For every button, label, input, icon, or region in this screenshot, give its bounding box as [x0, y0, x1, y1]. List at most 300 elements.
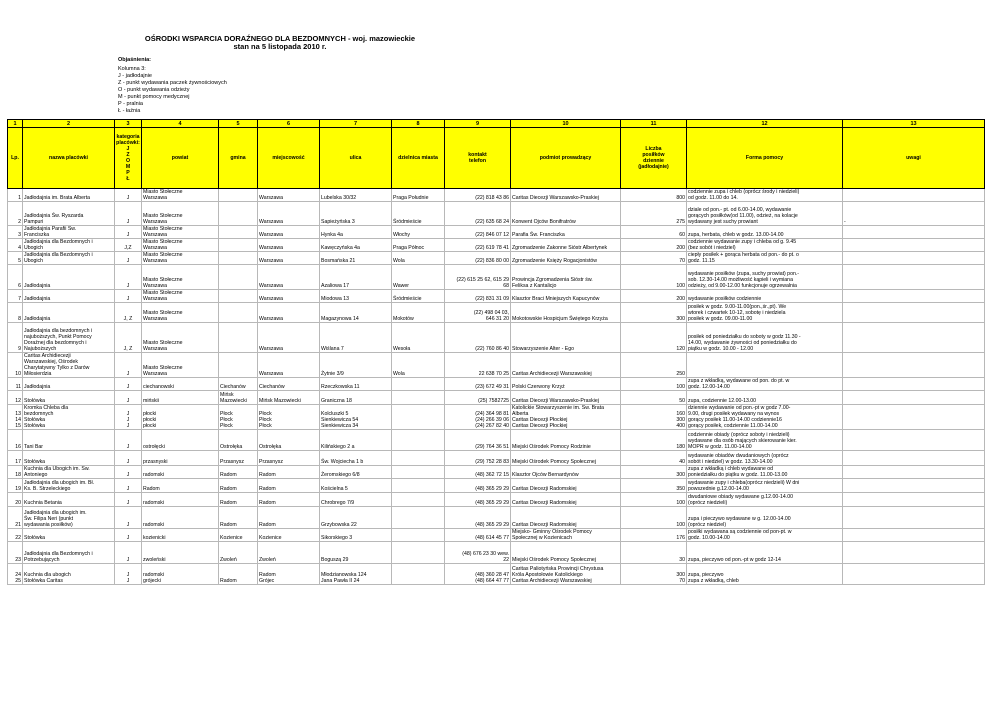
table-cell: Śródmieście: [392, 290, 445, 303]
table-cell: J, Z: [115, 303, 142, 323]
table-cell: ciechanowski: [142, 378, 219, 391]
table-cell: 60: [621, 226, 687, 239]
table-cell: [219, 202, 258, 226]
table-cell: radomski: [142, 507, 219, 529]
table-cell: Miejsko- Gminny Ośrodek Pomocy Społecznej w Kozienicach: [511, 529, 621, 542]
table-cell: ciepły posiłek + gorąca herbata od pon.- do pt. o godz. 11.15: [687, 252, 843, 265]
table-cell: wydawanie obiadów dwudaniowych (oprócz sobót i niedziel) w godz. 13.30-14.00: [687, 451, 843, 466]
table-row: [8, 507, 985, 529]
table-cell: zupa z wkładką, wydawane od pon. do pt. w godz. 12.00-14.00: [687, 378, 843, 391]
table-cell: 180: [621, 430, 687, 451]
table-cell: Wesoła: [392, 323, 445, 353]
legend-item: M - punkt pomocy medycznej: [118, 94, 190, 100]
table-cell: 8: [8, 303, 23, 323]
table-cell: posiłek w godz. 9.00-11.00(pon.,śr.,pt). We wtorek i czwartek 10-12, sobotę i niedziela posiłek w godz. 09.00-11.00: [687, 303, 843, 323]
table-row: [8, 405, 985, 430]
table-cell: Chrobrego 7/9: [320, 493, 392, 507]
table-cell: Stołówka: [23, 451, 115, 466]
table-cell: J: [115, 466, 142, 479]
table-cell: Warszawa: [258, 353, 320, 378]
table-cell: [392, 564, 445, 585]
table-row: [8, 493, 985, 507]
table-cell: dwudaniowe obiady wydawane g.12.00-14.00 (oprócz niedzieli): [687, 493, 843, 507]
column-number: 7: [320, 120, 392, 128]
table-cell: Polski Czerwony Krzyż: [511, 378, 621, 391]
legend-item: O - punkt wydawania odzieży: [118, 87, 190, 93]
legend-item: Z - punkt wydawania paczek żywnościowych: [118, 80, 227, 86]
table-cell: Śródmieście: [392, 202, 445, 226]
table-cell: (48) 360 28 47 (48) 664 47 77: [445, 564, 511, 585]
table-cell: Jadłodajnia dla ubogich im. Św. Filipa Neri (punkt wydawania posiłków): [23, 507, 115, 529]
table-cell: Jadłodajnia dla ubogich im. Bł. Ks. B. Strzeleckiego: [23, 479, 115, 493]
table-cell: Kozienice: [258, 529, 320, 542]
table-cell: [843, 507, 985, 529]
table-cell: Jadłodajnia dla Bezdomnych i Ubogich: [23, 239, 115, 252]
table-cell: Stołówka: [23, 529, 115, 542]
legend-item: P - pralnia: [118, 101, 143, 107]
table-cell: 350: [621, 479, 687, 493]
table-cell: Radom: [219, 466, 258, 479]
table-cell: 300: [621, 466, 687, 479]
table-cell: 2: [8, 202, 23, 226]
table-cell: Kozienice: [219, 529, 258, 542]
column-header: kontakt telefon: [445, 128, 511, 189]
table-cell: Mokotów: [392, 303, 445, 323]
table-cell: Warszawa: [258, 189, 320, 202]
table-cell: J: [115, 252, 142, 265]
table-cell: Prowincja Zgromadzenia Sióstr św. Feliksa z Kantalicjo: [511, 265, 621, 290]
table-cell: Lubelska 30/32: [320, 189, 392, 202]
column-number: 9: [445, 120, 511, 128]
table-cell: Kuchnia dla ubogich Stołówka Caritas: [23, 564, 115, 585]
table-cell: [687, 353, 843, 378]
table-cell: [392, 479, 445, 493]
table-cell: [843, 323, 985, 353]
table-cell: Praga Północ: [392, 239, 445, 252]
shelter-table: [7, 119, 985, 585]
table-cell: Ostrołęka: [258, 430, 320, 451]
table-cell: [219, 226, 258, 239]
table-cell: J: [115, 542, 142, 564]
table-cell: Rzeczkowska 11: [320, 378, 392, 391]
table-cell: zupa, pieczywo od pon.-pt w godz 12-14: [687, 542, 843, 564]
table-cell: 100: [621, 378, 687, 391]
table-cell: Warszawa: [258, 265, 320, 290]
table-cell: [843, 466, 985, 479]
table-row: [8, 353, 985, 378]
table-cell: 6: [8, 265, 23, 290]
table-cell: Radom: [258, 466, 320, 479]
table-cell: J: [115, 479, 142, 493]
table-cell: Caritas Diecezji Radomskiej: [511, 507, 621, 529]
table-cell: [219, 239, 258, 252]
table-row: [8, 303, 985, 323]
table-cell: [392, 405, 445, 430]
table-cell: Radom: [219, 507, 258, 529]
table-cell: Warszawa: [258, 226, 320, 239]
table-cell: J: [115, 451, 142, 466]
table-cell: Miasto Stołeczne Warszawa: [142, 202, 219, 226]
column-header: Lp.: [8, 128, 23, 189]
table-cell: Praga Południe: [392, 189, 445, 202]
table-cell: J J: [115, 564, 142, 585]
table-cell: Miasto Stołeczne Warszawa: [142, 226, 219, 239]
column-number: 3: [115, 120, 142, 128]
column-number: 5: [219, 120, 258, 128]
table-row: [8, 202, 985, 226]
table-cell: J,Z: [115, 239, 142, 252]
table-cell: J: [115, 290, 142, 303]
table-cell: Miasto Stołeczne Warszawa: [142, 353, 219, 378]
table-row: [8, 378, 985, 391]
table-cell: radomski grójecki: [142, 564, 219, 585]
table-cell: Warszawa: [258, 202, 320, 226]
table-cell: 160 300 400: [621, 405, 687, 430]
table-cell: [843, 290, 985, 303]
table-row: [8, 323, 985, 353]
table-cell: [392, 451, 445, 466]
table-cell: (22) 760 86 40: [445, 323, 511, 353]
table-row: [8, 265, 985, 290]
table-cell: [843, 529, 985, 542]
column-number: 11: [621, 120, 687, 128]
table-cell: [843, 542, 985, 564]
table-cell: -: [843, 202, 985, 226]
table-cell: Caritas Paliotyńska Prowincji Chrystusa Króla Apostołowie Katolickiego Caritas Archidiecezji Warszawskiej: [511, 564, 621, 585]
table-row: [8, 451, 985, 466]
table-cell: 23: [8, 542, 23, 564]
table-cell: Miodowa 13: [320, 290, 392, 303]
table-cell: Żeromskiego 6/8: [320, 466, 392, 479]
table-cell: Klasztor Ojców Bernardynów: [511, 466, 621, 479]
table-cell: zupa, pieczywo zupa z wkładką, chleb: [687, 564, 843, 585]
table-cell: Sikorskiego 3: [320, 529, 392, 542]
table-cell: posiłki wydawana są codziennie od pon-pt. w godz. 10.00-14.00: [687, 529, 843, 542]
table-cell: Caritas Diecezji Radomskiej: [511, 479, 621, 493]
table-cell: Miasto Stołeczne Warszawa: [142, 239, 219, 252]
table-cell: J: [115, 430, 142, 451]
table-cell: [392, 529, 445, 542]
table-cell: Radom: [258, 493, 320, 507]
table-cell: 5: [8, 252, 23, 265]
table-cell: 7: [8, 290, 23, 303]
table-cell: Warszawa: [258, 252, 320, 265]
table-cell: 100: [621, 493, 687, 507]
table-cell: 20: [8, 493, 23, 507]
table-cell: Kuchnia dla Ubogich im. Św. Antoniego: [23, 466, 115, 479]
table-cell: [392, 466, 445, 479]
table-cell: 3: [8, 226, 23, 239]
table-cell: Miejski Ośrodek Pomocy Społecznej: [511, 451, 621, 466]
table-cell: radomski: [142, 466, 219, 479]
table-cell: (24) 364 98 81 (24) 266 39 06 (24) 267 82 40: [445, 405, 511, 430]
table-cell: Radom: [142, 479, 219, 493]
column-header: gmina: [219, 128, 258, 189]
table-cell: [843, 265, 985, 290]
table-cell: wydawanie zupy i chleba(oprócz niedzieli) W dni powszednie g.12.00-14.00: [687, 479, 843, 493]
table-cell: 10: [8, 353, 23, 378]
header-row: [8, 128, 985, 189]
table-cell: Zgromadzenie Zakonne Sióstr Albertynek: [511, 239, 621, 252]
table-cell: J: [115, 507, 142, 529]
table-cell: Ciechanów: [258, 378, 320, 391]
table-cell: mińskii: [142, 391, 219, 405]
table-cell: 250: [621, 353, 687, 378]
table-cell: 275: [621, 202, 687, 226]
table-cell: 22 638 70 25: [445, 353, 511, 378]
table-row: [8, 239, 985, 252]
table-cell: Caritas Diecezji Warszawsko-Praskiej: [511, 189, 621, 202]
table-cell: Włochy: [392, 226, 445, 239]
table-cell: 4: [8, 239, 23, 252]
table-cell: Mokotowskie Hospicjum Świętego Krzyża: [511, 303, 621, 323]
table-cell: Tani Bar: [23, 430, 115, 451]
column-number: 2: [23, 120, 115, 128]
table-cell: 1: [8, 189, 23, 202]
table-cell: [843, 430, 985, 451]
table-cell: [843, 252, 985, 265]
table-cell: Caritas Archidiecezji Warszawskiej, Ośrodek Charytatywny Tylko z Darów Miłosierdzia: [23, 353, 115, 378]
column-header: ulica: [320, 128, 392, 189]
table-cell: [843, 493, 985, 507]
table-cell: (48) 614 45 77: [445, 529, 511, 542]
table-cell: (48) 365 29 29: [445, 493, 511, 507]
table-cell: J: [115, 378, 142, 391]
table-cell: Parafia Św. Franciszka: [511, 226, 621, 239]
table-cell: Warszawa: [258, 323, 320, 353]
table-cell: Radom: [219, 479, 258, 493]
table-cell: [843, 405, 985, 430]
table-cell: 17: [8, 451, 23, 466]
table-cell: Radom: [219, 493, 258, 507]
table-cell: J: [115, 189, 142, 202]
table-cell: Ostrołęka: [219, 430, 258, 451]
table-cell: Miejski Ośrodek Pomocy Rodzinie: [511, 430, 621, 451]
table-cell: Miasto Stołeczne Warszawa: [142, 303, 219, 323]
table-cell: Graniczna 18: [320, 391, 392, 405]
table-cell: Grzybowska 22: [320, 507, 392, 529]
table-row: [8, 479, 985, 493]
table-cell: 21: [8, 507, 23, 529]
table-cell: 300: [621, 303, 687, 323]
table-cell: Caritas Diecezji Radomskiej: [511, 493, 621, 507]
table-row: [8, 542, 985, 564]
table-cell: [392, 378, 445, 391]
legend-item: J - jadłodajnie: [118, 73, 152, 79]
table-cell: Miejski Ośrodek Pomocy Społecznej: [511, 542, 621, 564]
table-row: [8, 529, 985, 542]
column-header: nazwa placówki: [23, 128, 115, 189]
page-subtitle: stan na 5 listopada 2010 r.: [233, 42, 327, 51]
table-cell: [219, 265, 258, 290]
column-header: powiat: [142, 128, 219, 189]
column-number: 10: [511, 120, 621, 128]
table-cell: Miasto Stołeczne Warszawa: [142, 290, 219, 303]
table-cell: radomski: [142, 493, 219, 507]
table-cell: płocki płocki płocki: [142, 405, 219, 430]
table-cell: J: [115, 391, 142, 405]
column-header: dzielnica miasta: [392, 128, 445, 189]
table-cell: Warszawa: [258, 303, 320, 323]
table-cell: [219, 323, 258, 353]
table-cell: (22) 498 04 03, 646 31 20: [445, 303, 511, 323]
table-cell: wydawanie posiłków codziennie: [687, 290, 843, 303]
table-cell: codziennie zupa i chleb (oprócz środy i niedzieli) od godz. 11.00 do 14.: [687, 189, 843, 202]
table-cell: [843, 564, 985, 585]
table-cell: 50: [621, 391, 687, 405]
table-cell: wydawanie posiłków (zupa, suchy prowiat) pon.- sob. 12.30-14.00 możliwość kąpieli i wymiana odzieży, od 9.00-12.00 funkcjonuje ogrzewalnia: [687, 265, 843, 290]
table-cell: J: [115, 265, 142, 290]
table-cell: [219, 353, 258, 378]
table-cell: Żytnie 3/9: [320, 353, 392, 378]
legend: [118, 66, 227, 115]
table-cell: 40: [621, 451, 687, 466]
legend-heading: [118, 57, 151, 64]
table-cell: 30: [621, 542, 687, 564]
table-cell: J: [115, 202, 142, 226]
table-cell: Konwent Ojców Bonifratrów: [511, 202, 621, 226]
table-cell: posiłek od poniedziałku do soboty w godz 11.30 - 14.00, wydawanie żywności od poniedziałku do piątku w godz. 10.00 - 12.00: [687, 323, 843, 353]
table-cell: zupa z wkładką i chleb wydawane od poniedziałku do piątku w godz. 11.00-13.00: [687, 466, 843, 479]
table-cell: Jadłodajnia: [23, 290, 115, 303]
table-cell: J, Z: [115, 323, 142, 353]
table-cell: [843, 189, 985, 202]
table-cell: J: [115, 493, 142, 507]
table-cell: Hynka 4a: [320, 226, 392, 239]
table-cell: Wola: [392, 353, 445, 378]
table-cell: [843, 226, 985, 239]
table-cell: Kawęczyńska 4a: [320, 239, 392, 252]
table-cell: Miasto Stołeczne Warszawa: [142, 252, 219, 265]
table-cell: Jadłodajnia dla Bezdomnych i Ubogich: [23, 252, 115, 265]
column-header: Liczba posiłków dziennie (jadłodajnie): [621, 128, 687, 189]
table-cell: (22) 831 31 09: [445, 290, 511, 303]
table-cell: Radom: [219, 564, 258, 585]
table-cell: zupa, herbata, chleb w godz. 13.00-14.00: [687, 226, 843, 239]
table-cell: Warszawa: [258, 290, 320, 303]
table-cell: Kościelna 5: [320, 479, 392, 493]
table-cell: Caritas Diecezji Warszawsko-Praskiej: [511, 391, 621, 405]
column-header: podmiot prowadzący: [511, 128, 621, 189]
table-cell: codziennie obiady (oprócz soboty i niedzieli) wydawane dla osób mających skierowanie kier. MOPR w godz. 11.00-14.00: [687, 430, 843, 451]
column-number: 12: [687, 120, 843, 128]
table-cell: Młodzianowska 124 Jana Pawła II 24: [320, 564, 392, 585]
table-cell: 300 70: [621, 564, 687, 585]
table-cell: 24 25: [8, 564, 23, 585]
table-cell: 200: [621, 239, 687, 252]
table-cell: Kolcluszki 5 Sienkiewicza 54 Sienkiewicza 34: [320, 405, 392, 430]
table-cell: 11: [8, 378, 23, 391]
column-header: miejscowość: [258, 128, 320, 189]
table-cell: Jadłodajnia im. Brata Alberta: [23, 189, 115, 202]
table-cell: (22) 836 80 00: [445, 252, 511, 265]
table-cell: Mińsk Mazowiecki: [258, 391, 320, 405]
table-cell: 70: [621, 252, 687, 265]
column-header: uwagi: [843, 128, 985, 189]
column-header: kategoria placówki: J Z O M P Ł: [115, 128, 142, 189]
table-cell: Jadłodajnia Św. Ryszarda Pampuri: [23, 202, 115, 226]
table-cell: zupa, codziennie 12.00-13.00: [687, 391, 843, 405]
table-cell: Bosmańska 21: [320, 252, 392, 265]
table-cell: (22) 619 78 41: [445, 239, 511, 252]
table-cell: 22: [8, 529, 23, 542]
column-number: 6: [258, 120, 320, 128]
table-cell: Radom Grójec: [258, 564, 320, 585]
table-cell: (29) 764 36 51: [445, 430, 511, 451]
page-title: OŚRODKI WSPARCIA DORAŹNEGO DLA BEZDOMNYCH - woj. mazowieckie: [144, 34, 416, 43]
table-cell: Sapieżyńska 3: [320, 202, 392, 226]
table-cell: Wola: [392, 252, 445, 265]
column-number-row: [8, 120, 985, 128]
table-cell: 16: [8, 430, 23, 451]
table-cell: Płock Płock Płock: [258, 405, 320, 430]
table-cell: Wiślana 7: [320, 323, 392, 353]
table-cell: 12: [8, 391, 23, 405]
table-cell: [843, 451, 985, 466]
table-cell: J: [115, 353, 142, 378]
table-cell: [843, 378, 985, 391]
table-cell: Zgromadzenie Księży Rogacjonistów: [511, 252, 621, 265]
table-cell: 19: [8, 479, 23, 493]
table-cell: 100: [621, 265, 687, 290]
table-cell: 200: [621, 290, 687, 303]
table-cell: (48) 676 23 30 wew. 22: [445, 542, 511, 564]
column-number: 1: [8, 120, 23, 128]
table-cell: J: [115, 226, 142, 239]
table-cell: Klasztor Braci Mniejszych Kapucynów: [511, 290, 621, 303]
table-cell: Miasto Stołeczne Warszawa: [142, 323, 219, 353]
table-cell: kozienicki: [142, 529, 219, 542]
table-cell: Św. Wojciecha 1 b: [320, 451, 392, 466]
table-cell: J: [115, 529, 142, 542]
table-cell: 120: [621, 323, 687, 353]
table-cell: Zwoleń: [258, 542, 320, 564]
table-cell: (22) 846 07 12: [445, 226, 511, 239]
table-cell: Stowarzyszenie Alter - Ego: [511, 323, 621, 353]
table-cell: 18: [8, 466, 23, 479]
table-cell: (22) 818 43 86: [445, 189, 511, 202]
table-cell: [392, 391, 445, 405]
table-cell: dziennie wydawanie od pon.-pt w godz 7.00- 9.00, drugi posiłek wydawany na wynos gorący posiłek 11.00-14.00 codziennie16 gorący posiłek, codziennie 11.00-14.00: [687, 405, 843, 430]
table-cell: Miasto Stołeczne Warszawa: [142, 189, 219, 202]
table-cell: codziennie wydawanie zupy i chleba od g. 9.45 (bez sobót i niedziel): [687, 239, 843, 252]
table-row: [8, 290, 985, 303]
table-cell: Jadłodajnia: [23, 265, 115, 290]
table-cell: (22) 635 68 24: [445, 202, 511, 226]
table-cell: Ciechanów: [219, 378, 258, 391]
table-cell: (25) 7582725: [445, 391, 511, 405]
table-cell: (48) 365 29 29: [445, 507, 511, 529]
table-cell: Magazynowa 14: [320, 303, 392, 323]
table-cell: Wawer: [392, 265, 445, 290]
table-cell: Katolickie Stowarzyszenie im. Św. Brata Alberta Caritas Diecezji Płockiej Caritas Diecezji Płockiej: [511, 405, 621, 430]
table-cell: Mińsk Mazowiecki: [219, 391, 258, 405]
table-cell: Przasnysz: [258, 451, 320, 466]
table-row: [8, 430, 985, 451]
table-cell: [392, 430, 445, 451]
table-cell: [392, 542, 445, 564]
table-row: [8, 564, 985, 585]
table-cell: dziale od pon.- pt. od 6.00-14.00, wydawanie gorących posiłków(od 11.00), odzież, na kolacje wydawany jest suchy prowiant: [687, 202, 843, 226]
table-cell: Radom: [258, 507, 320, 529]
table-cell: zupa i pieczywo wydawane w g. 12.00-14.00 (oprócz niedziel): [687, 507, 843, 529]
table-cell: [843, 353, 985, 378]
column-number: 13: [843, 120, 985, 128]
table-cell: Warszawa: [258, 239, 320, 252]
table-cell: (48) 362 72 15: [445, 466, 511, 479]
table-cell: Stołówka: [23, 391, 115, 405]
table-cell: Kuchnia Betania: [23, 493, 115, 507]
